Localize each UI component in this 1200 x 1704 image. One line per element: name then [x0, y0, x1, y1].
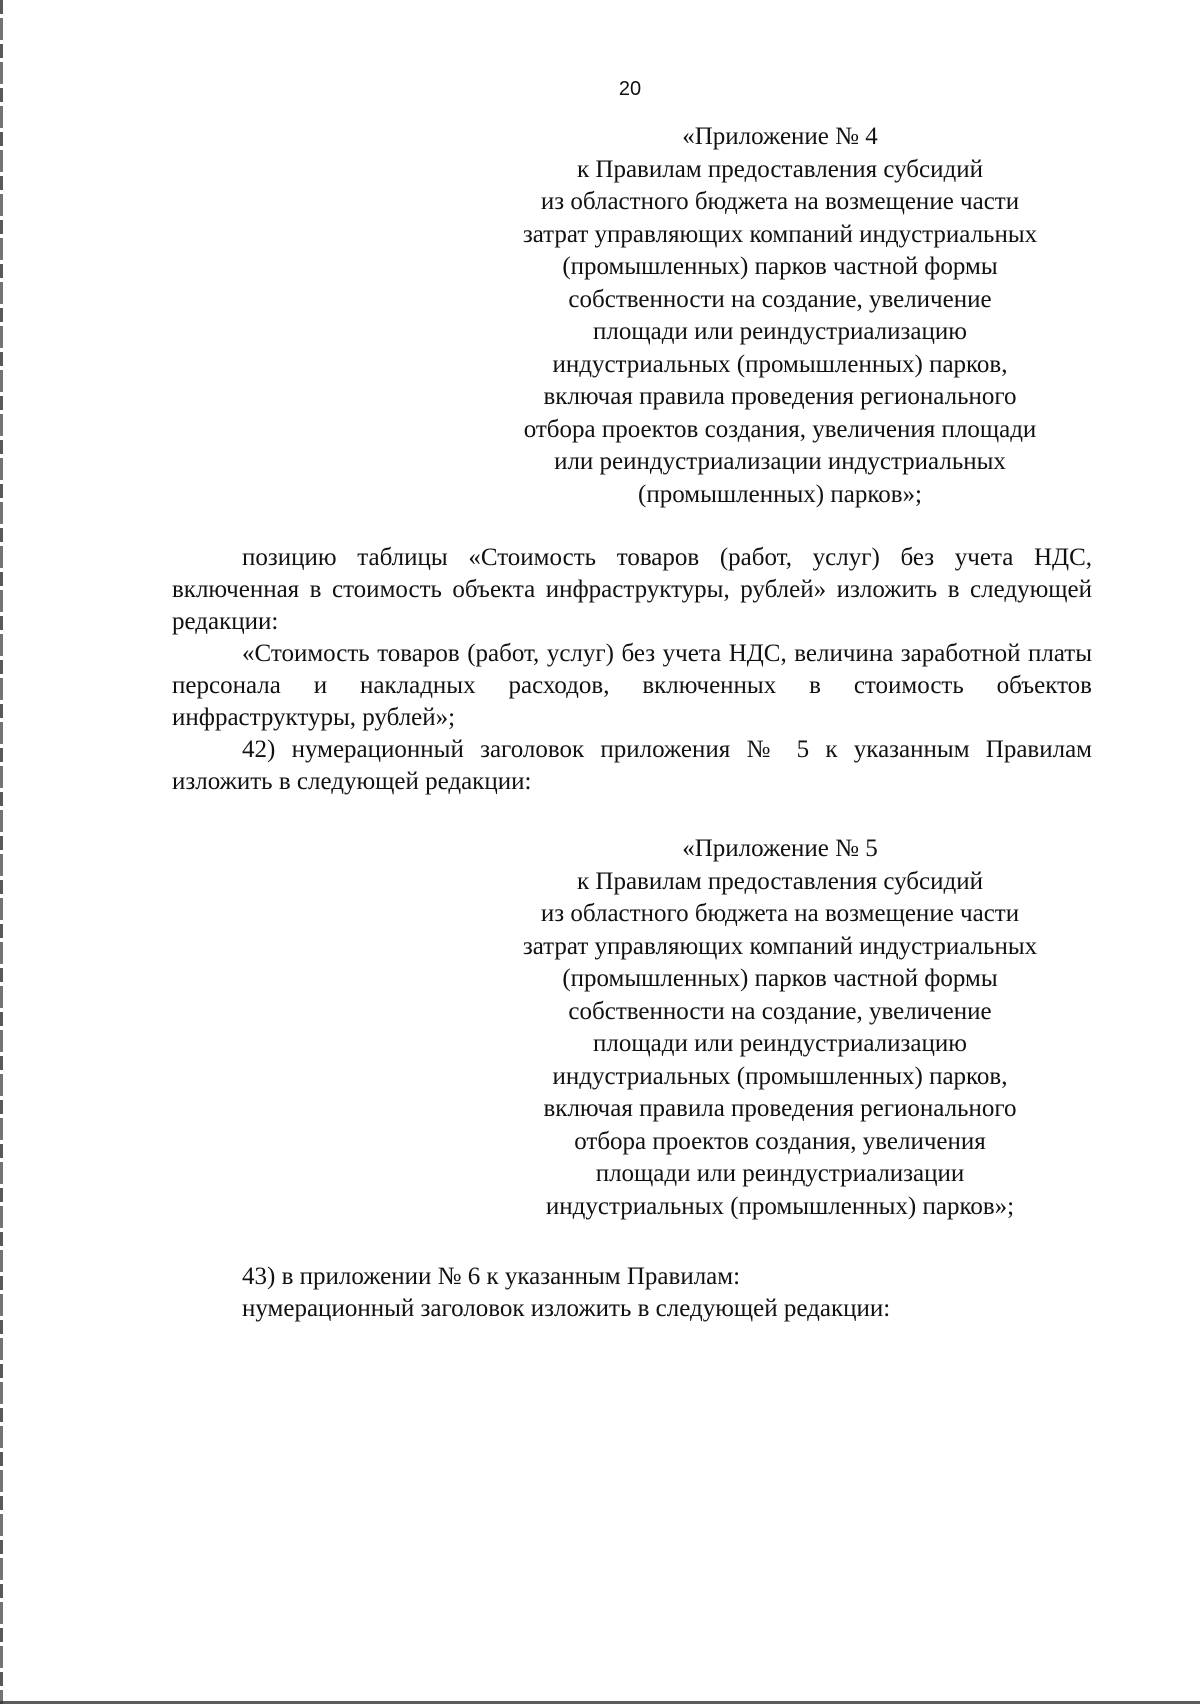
body-block-2	[172, 1261, 1092, 1325]
annex-4-line: (промышленных) парков»;	[638, 480, 922, 508]
annex-4-line: «Приложение № 4	[682, 123, 878, 150]
body-block-1	[172, 542, 1092, 798]
annex-4-line: (промышленных) парков частной формы	[562, 253, 998, 280]
annex-5-line: площади или реиндустриализации	[595, 1160, 965, 1187]
annex-4-line: к Правилам предоставления субсидий	[577, 155, 983, 183]
annex-5-line: отбора проектов создания, увеличения	[574, 1127, 986, 1155]
annex-5-heading	[470, 833, 1090, 1223]
annex-4-line: индустриальных (промышленных) парков,	[552, 350, 1008, 378]
annex-4-line: собственности на создание, увеличение	[568, 285, 992, 313]
annex-4-line: из областного бюджета на возмещение части	[540, 188, 1020, 215]
paragraph-item-42: 42) нумерационный заголовок приложения № 5 к указанным Правилам изложить в следующей редакции:	[172, 736, 1092, 795]
annex-4-line: отбора проектов создания, увеличения площади	[523, 415, 1037, 443]
annex-5-line: площади или реиндустриализацию	[593, 1030, 967, 1057]
scan-edge-left	[0, 0, 3, 1704]
annex-5-line: собственности на создание, увеличение	[568, 997, 992, 1025]
annex-5-line: индустриальных (промышленных) парков,	[552, 1062, 1008, 1090]
annex-5-line: (промышленных) парков частной формы	[562, 965, 998, 992]
annex-5-line: включая правила проведения регионального	[543, 1095, 1017, 1122]
annex-5-line: «Приложение № 5	[682, 835, 878, 862]
annex-5-line: затрат управляющих компаний индустриальных	[522, 932, 1038, 960]
paragraph-new-wording: «Стоимость товаров (работ, услуг) без учета НДС, величина заработной платы персонала и накладных расходов, включенных в стоимость объектов инфраструктуры, рублей»;	[172, 640, 1092, 731]
annex-5-line: к Правилам предоставления субсидий	[577, 867, 983, 895]
annex-4-line: площади или реиндустриализацию	[593, 318, 967, 345]
annex-5-line: индустриальных (промышленных) парков»;	[545, 1192, 1015, 1220]
paragraph-item-43: 43) в приложении № 6 к указанным Правилам:	[242, 1263, 741, 1290]
annex-5-line: из областного бюджета на возмещение части	[540, 900, 1020, 927]
paragraph-numbering-heading: нумерационный заголовок изложить в следующей редакции:	[242, 1295, 891, 1322]
paragraph-table-position: позицию таблицы «Стоимость товаров (работ, услуг) без учета НДС, включенная в стоимость объекта инфраструктуры, рублей» изложить в следующей редакции:	[172, 544, 1092, 635]
annex-4-line: включая правила проведения регионального	[543, 383, 1017, 410]
annex-4-heading	[470, 121, 1090, 511]
page-number: 20	[618, 78, 642, 100]
annex-4-line: затрат управляющих компаний индустриальных	[522, 220, 1038, 248]
annex-4-line: или реиндустриализации индустриальных	[554, 448, 1006, 475]
